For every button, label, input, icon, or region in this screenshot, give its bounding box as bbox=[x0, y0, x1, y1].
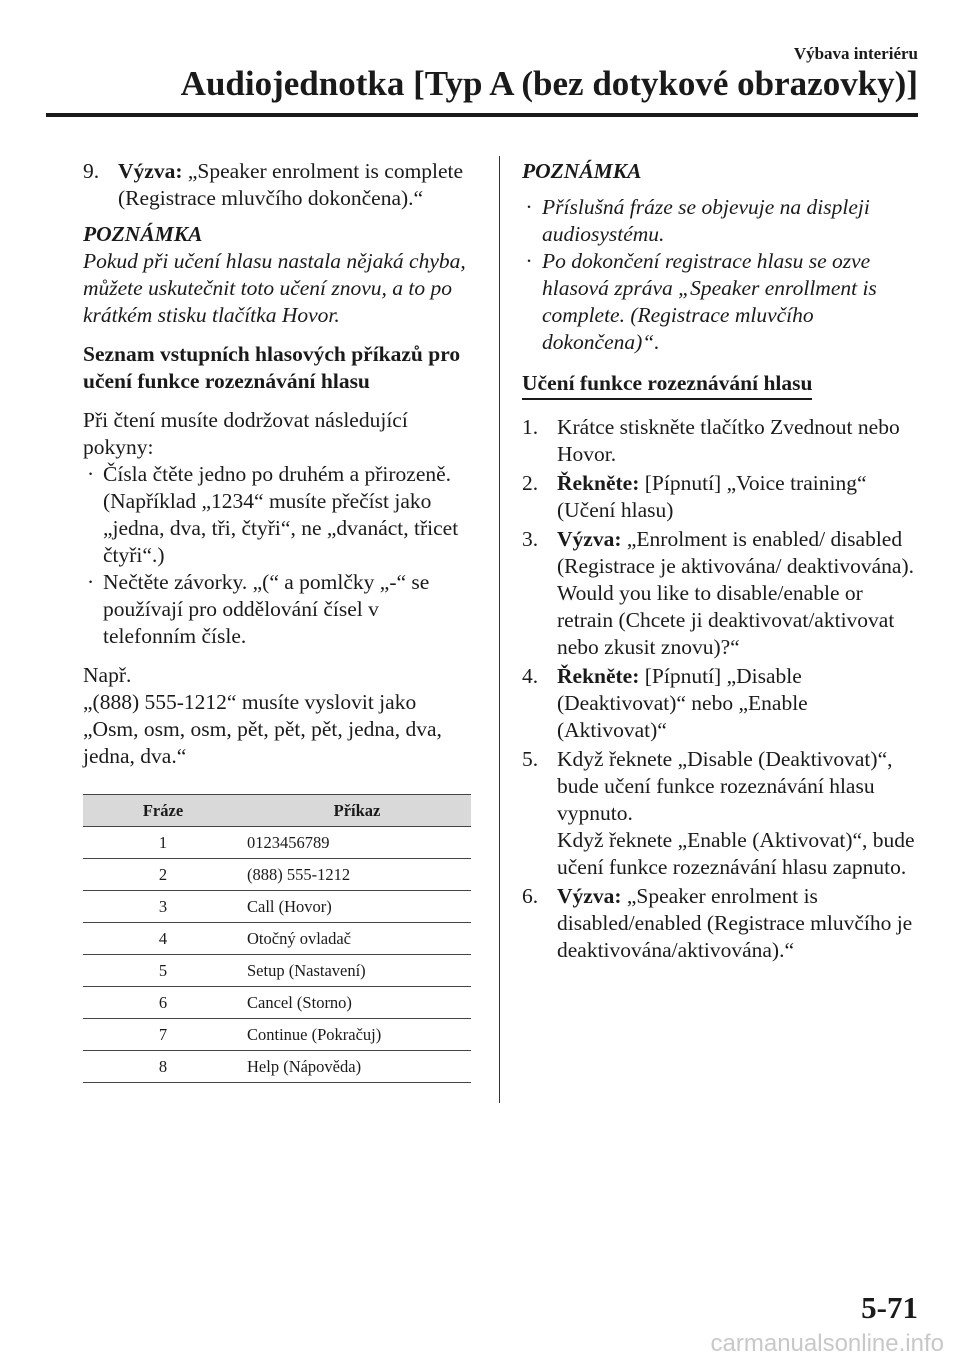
table-row bbox=[83, 827, 471, 859]
bullet-icon: · bbox=[87, 462, 95, 486]
command-table bbox=[83, 794, 471, 1083]
table-row bbox=[83, 987, 471, 1019]
section-label: Výbava interiéru bbox=[793, 44, 918, 63]
step-text: Když řeknete „Disable (Deaktivovat)“, bude učení funkce rozeznávání hlasu vypnuto. bbox=[557, 747, 893, 825]
table-row bbox=[83, 859, 471, 891]
command-cell: (888) 555-1212 bbox=[243, 859, 471, 891]
section-heading: Učení funkce rozeznávání hlasu bbox=[522, 370, 812, 400]
step-3 bbox=[522, 526, 922, 661]
phrase-cell: 3 bbox=[83, 891, 243, 923]
step-number: 5. bbox=[522, 747, 539, 771]
step-9 bbox=[83, 158, 475, 212]
table-row bbox=[83, 955, 471, 987]
bullet-text: Po dokončení registrace hlasu se ozve hlasová zpráva „Speaker enrollment is complete. (Registrace mluvčího dokončena)“. bbox=[542, 249, 877, 354]
note-title: POZNÁMKA bbox=[522, 159, 642, 183]
step-number: 6. bbox=[522, 884, 539, 908]
step-text-secondary: Když řeknete „Enable (Aktivovat)“, bude učení funkce rozeznávání hlasu zapnuto. bbox=[557, 828, 915, 879]
list-item bbox=[83, 461, 475, 569]
step-label: Výzva: bbox=[118, 159, 183, 183]
page-number: 5-71 bbox=[861, 1290, 918, 1325]
command-cell: Help (Nápověda) bbox=[243, 1051, 471, 1083]
command-cell: Continue (Pokračuj) bbox=[243, 1019, 471, 1051]
bullet-icon: · bbox=[87, 570, 95, 594]
step-number: 1. bbox=[522, 415, 539, 439]
table-row bbox=[83, 923, 471, 955]
right-column bbox=[522, 158, 922, 966]
step-text: [Pípnutí] „Disable (Deaktivovat)“ nebo „Enable (Aktivovat)“ bbox=[557, 664, 808, 742]
table-row bbox=[83, 1051, 471, 1083]
page-title: Audiojednotka [Typ A (bez dotykové obrazovky)] bbox=[180, 64, 918, 103]
step-number: 3. bbox=[522, 527, 539, 551]
header-rule bbox=[46, 113, 918, 117]
example-text: „(888) 555-1212“ musíte vyslovit jako „Osm, osm, osm, pět, pět, pět, jedna, dva, jedna, dva.“ bbox=[83, 690, 442, 768]
step-2 bbox=[522, 470, 922, 524]
phrase-cell: 6 bbox=[83, 987, 243, 1019]
table-header-row bbox=[83, 795, 471, 827]
step-label: Řekněte: bbox=[557, 471, 640, 495]
step-text: Krátce stiskněte tlačítko Zvednout nebo Hovor. bbox=[557, 415, 900, 466]
bullet-text: Příslušná fráze se objevuje na displeji audiosystému. bbox=[542, 195, 870, 246]
table-row bbox=[83, 891, 471, 923]
watermark: carmanualsonline.info bbox=[710, 1330, 944, 1357]
list-item bbox=[83, 569, 475, 650]
command-cell: 0123456789 bbox=[243, 827, 471, 859]
phrase-cell: 5 bbox=[83, 955, 243, 987]
step-label: Řekněte: bbox=[557, 664, 640, 688]
section-heading: Seznam vstupních hlasových příkazů pro učení funkce rozeznávání hlasu bbox=[83, 342, 461, 393]
left-column bbox=[83, 158, 475, 1083]
bullet-text: Čísla čtěte jedno po druhém a přirozeně. (Například „1234“ musíte přečíst jako „jedna, dva, tři, čtyři“, ne „dvanáct, třicet čtyři“.) bbox=[103, 462, 459, 567]
step-text: „Speaker enrolment is complete (Registrace mluvčího dokončena).“ bbox=[118, 159, 464, 210]
step-5 bbox=[522, 746, 922, 881]
phrase-cell: 4 bbox=[83, 923, 243, 955]
step-4 bbox=[522, 663, 922, 744]
step-text: [Pípnutí] „Voice training“ (Učení hlasu) bbox=[557, 471, 867, 522]
step-text: „Enrolment is enabled/ disabled (Registrace je aktivována/ deaktivována). Would you like to disable/enable or retrain (Chcete ji deaktivovat/aktivovat nebo zkusit znovu)?“ bbox=[557, 527, 914, 659]
step-6 bbox=[522, 883, 922, 964]
note-text: Pokud při učení hlasu nastala nějaká chyba, můžete uskutečnit toto učení znovu, a to po krátkém stisku tlačítka Hovor. bbox=[83, 249, 466, 327]
list-item bbox=[522, 248, 922, 356]
step-label: Výzva: bbox=[557, 527, 622, 551]
note-title: POZNÁMKA bbox=[83, 222, 203, 246]
intro-text: Při čtení musíte dodržovat následující pokyny: bbox=[83, 408, 408, 459]
table-row bbox=[83, 1019, 471, 1051]
bullet-text: Nečtěte závorky. „(“ a pomlčky „-“ se používají pro oddělování čísel v telefonním čísle. bbox=[103, 570, 430, 648]
step-text: „Speaker enrolment is disabled/enabled (Registrace mluvčího je deaktivována/aktivována).“ bbox=[557, 884, 913, 962]
phrase-cell: 2 bbox=[83, 859, 243, 891]
command-cell: Otočný ovladač bbox=[243, 923, 471, 955]
list-item bbox=[522, 194, 922, 248]
command-cell: Cancel (Storno) bbox=[243, 987, 471, 1019]
phrase-cell: 8 bbox=[83, 1051, 243, 1083]
step-number: 9. bbox=[83, 159, 100, 183]
step-label: Výzva: bbox=[557, 884, 622, 908]
step-1 bbox=[522, 414, 922, 468]
example-label: Např. bbox=[83, 663, 132, 687]
bullet-icon: · bbox=[526, 249, 532, 273]
phrase-cell: 7 bbox=[83, 1019, 243, 1051]
bullet-icon: · bbox=[526, 195, 532, 219]
column-header-command: Příkaz bbox=[243, 795, 471, 827]
step-number: 4. bbox=[522, 664, 539, 688]
phrase-cell: 1 bbox=[83, 827, 243, 859]
column-header-phrase: Fráze bbox=[83, 795, 243, 827]
step-number: 2. bbox=[522, 471, 539, 495]
column-divider bbox=[499, 156, 500, 1103]
command-cell: Call (Hovor) bbox=[243, 891, 471, 923]
command-cell: Setup (Nastavení) bbox=[243, 955, 471, 987]
